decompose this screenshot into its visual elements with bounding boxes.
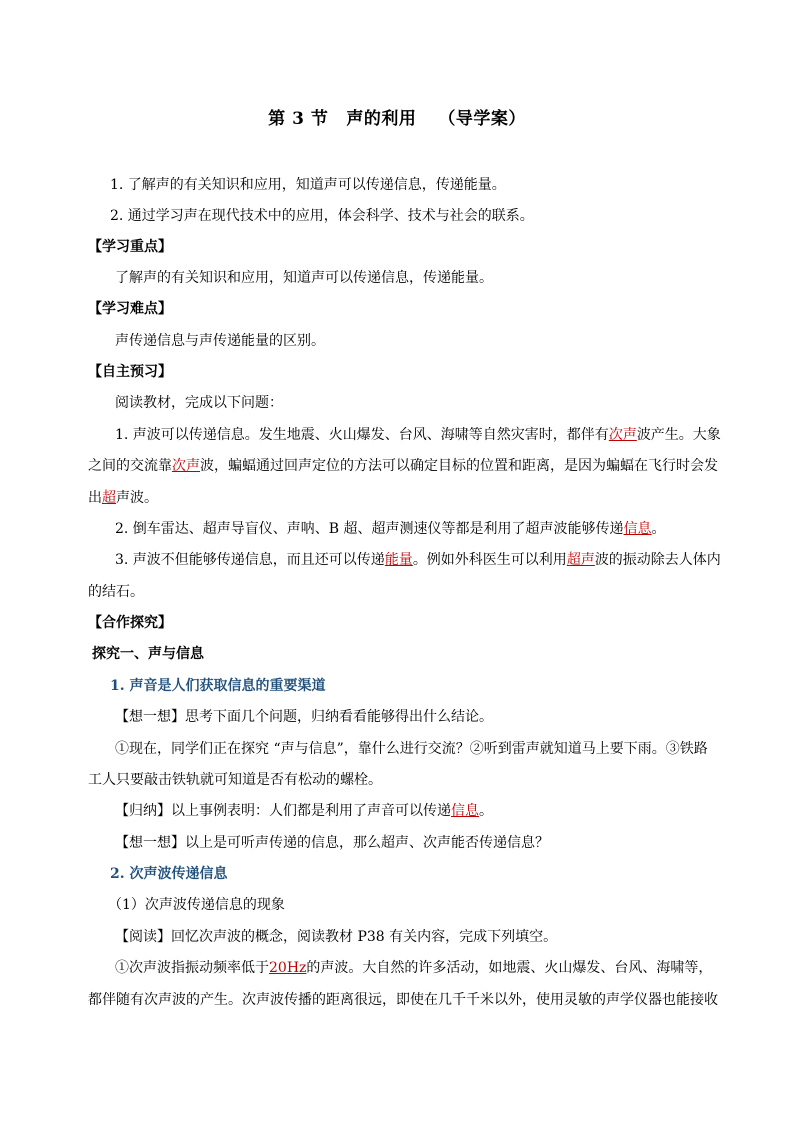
title-main: 声的利用 [346,109,417,129]
answer-blank: 次声 [608,427,637,443]
explore-1-heading: 探究一、声与信息 [92,646,204,662]
preview-q1-line2: 之间的交流靠次声波，蝙蝠通过回声定位的方法可以确定目标的位置和距离，是因为蝙蝠在飞行时会发 [88,458,718,474]
answer-blank: 信息 [623,521,652,537]
preview-q2: 2. 倒车雷达、超声导盲仪、声呐、B 超、超声测速仪等都是利用了超声波能够传递信息。 [115,521,666,537]
objective-1: 1. 了解声的有关知识和应用，知道声可以传递信息，传递能量。 [110,177,506,193]
preview-q3-line2: 的结石。 [88,584,144,600]
difficulty-text: 声传递信息与声传递能量的区别。 [115,333,325,349]
answer-blank: 信息 [451,803,479,819]
objective-2: 2. 通过学习声在现代技术中的应用，体会科学、技术与社会的联系。 [110,208,534,224]
read-instruction: 【阅读】回忆次声波的概念，阅读教材 P38 有关内容，完成下列填空。 [115,929,558,945]
subsection-2-heading: 2. 次声波传递信息 [110,866,228,882]
answer-blank: 能量 [384,552,413,568]
title-paren: （导学案） [438,109,526,129]
preview-q3-line1: 3. 声波不但能够传递信息，而且还可以传递能量。例如外科医生可以利用超声波的振动除去人体内 [115,552,721,568]
focus-heading: 【学习重点】 [88,239,172,255]
preview-intro: 阅读教材，完成以下问题： [115,395,283,411]
cooperate-heading: 【合作探究】 [88,615,172,631]
think-1: 【想一想】思考下面几个问题，归纳看看能够得出什么结论。 [115,709,493,725]
title-section: 第 3 节 [268,109,329,129]
preview-q1-line3: 出超声波。 [88,490,158,506]
subsection-1-heading: 1. 声音是人们获取信息的重要渠道 [110,678,326,694]
answer-blank: 超 [102,490,116,506]
answer-blank: 20Hz [269,960,307,976]
focus-text: 了解声的有关知识和应用，知道声可以传递信息，传递能量。 [115,270,493,286]
infrasound-line2: 都伴随有次声波的产生。次声波传播的距离很远，即使在几千千米以外，使用灵敏的声学仪器也能接收 [88,992,718,1008]
examples-line2: 工人只要敲击铁轨就可知道是否有松动的螺栓。 [88,772,382,788]
think-2: 【想一想】以上是可听声传递的信息，那么超声、次声能否传递信息？ [115,835,549,851]
summary: 【归纳】以上事例表明：人们都是利用了声音可以传递信息。 [115,803,493,819]
difficulty-heading: 【学习难点】 [88,301,172,317]
examples-line1: ①现在，同学们正在探究 “声与信息”，靠什么进行交流？②听到雷声就知道马上要下雨。③铁路 [115,741,708,757]
preview-heading: 【自主预习】 [88,364,172,380]
infrasound-line1: ①次声波指振动频率低于20Hz的声波。大自然的许多活动，如地震、火山爆发、台风、海啸等， [115,960,713,976]
answer-blank: 次声 [172,458,200,474]
answer-blank: 超声 [566,552,595,568]
subsection-2-1-heading: （1）次声波传递信息的现象 [108,897,285,913]
preview-q1-line1: 1. 声波可以传递信息。发生地震、火山爆发、台风、海啸等自然灾害时，都伴有次声波产生。大象 [115,427,721,443]
page-title [0,104,794,129]
